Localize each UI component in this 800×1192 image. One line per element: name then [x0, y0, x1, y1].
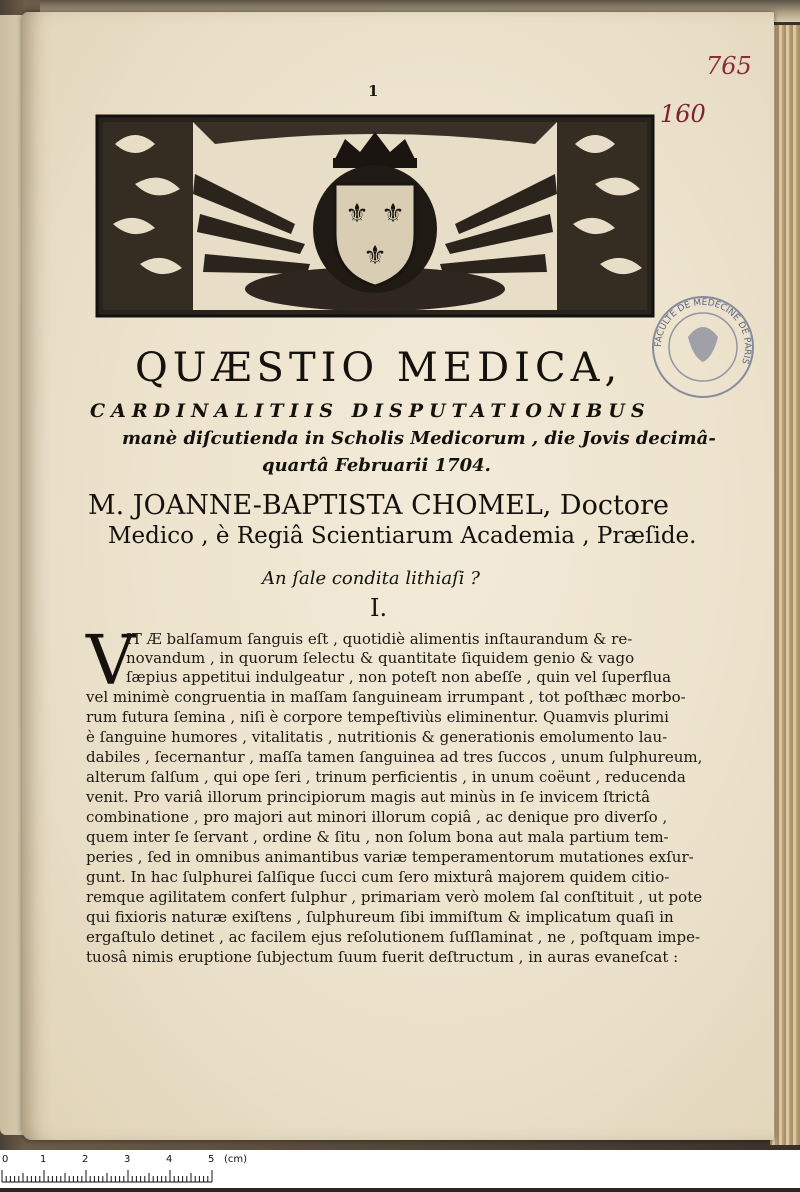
ruler-unit: (cm)	[224, 1154, 248, 1165]
body-line: peries , ſed in omnibus animantibus variæ temperamentorum mutationes exſur-	[86, 848, 694, 866]
library-stamp	[648, 292, 758, 402]
subtitle-line-2: manè diſcutienda in Scholis Medicorum , die Jovis decimâ-	[122, 428, 716, 449]
question-line: An ſale condita lithiaſi ?	[262, 568, 480, 589]
drop-cap: V	[86, 622, 136, 701]
svg-text:⚜: ⚜	[345, 199, 369, 229]
section-number: I.	[370, 594, 388, 622]
body-line: è ſanguine humores , vitalitatis , nutritionis & generationis emolumento lau-	[86, 728, 668, 746]
ruler-label: 3	[124, 1154, 131, 1165]
subtitle-line-3: quartâ Februarii 1704.	[262, 455, 491, 476]
right-page-stack	[770, 25, 800, 1145]
body-line: combinatione , pro majori aut minori illorum copiâ , ac denique pro diverſo ,	[86, 808, 668, 826]
body-line: qui fixioris naturæ exiſtens , ſulphureum ſibi immiſtum & implicatum quaſi in	[86, 908, 674, 926]
body-line: dabiles , ſecernantur , maſſa tamen ſanguinea ad tres ſuccos , unum ſulphureum,	[86, 748, 703, 766]
president-line-2: Medico , è Regiâ Scientiarum Academia , Præſide.	[108, 523, 697, 549]
royal-arms-headpiece	[95, 114, 655, 318]
handwritten-folio-mark-secondary: 160	[660, 100, 706, 128]
ruler-label: 5	[208, 1154, 215, 1165]
handwritten-folio-mark: 765	[706, 52, 752, 80]
body-line: tuosâ nimis eruptione ſubjectum ſuum fuerit deſtructum , in auras evaneſcat :	[86, 948, 679, 966]
document-title: QUÆSTIO MEDICA,	[135, 345, 623, 391]
stamp-text: FACULTE DE MEDECINE DE PARIS	[653, 297, 753, 366]
ruler-ticks	[0, 1150, 800, 1188]
body-line: gunt. In hac ſulphurei ſalſique ſucci cum ſero mixturâ majorem quidem citio-	[86, 868, 670, 886]
president-line-1: M. JOANNE-BAPTISTA CHOMEL, Doctore	[88, 490, 669, 521]
ruler-label: 1	[40, 1154, 47, 1165]
page-number: 1	[368, 82, 379, 100]
svg-text:⚜: ⚜	[381, 199, 405, 229]
body-line: ergaſtulo detinet , ac facilem ejus reſolutionem ſuſſlaminat , ne , poſtquam impe-	[86, 928, 701, 946]
body-line: novandum , in quorum ſelectu & quantitate ſiquidem genio & vago	[126, 649, 635, 667]
body-line: remque agilitatem confert ſulphur , primariam verò molem ſal conſtituit , ut pote	[86, 888, 703, 906]
body-line: quem inter ſe ſervant , ordine & ſitu , non ſolum bona aut mala partium tem-	[86, 828, 669, 846]
body-line: rum futura ſemina , niſi è corpore tempeſtiviùs eliminentur. Quamvis plurimi	[86, 708, 669, 726]
body-line: IT Æ balſamum ſanguis eſt , quotidiè alimentis inſtaurandum & re-	[126, 630, 633, 648]
scale-ruler	[0, 1150, 800, 1188]
subtitle-line-1: CARDINALITIIS DISPUTATIONIBUS	[90, 400, 651, 422]
ruler-label: 4	[166, 1154, 173, 1165]
body-line: alterum ſalſum , qui ope ſeri , trinum perficientis , in unum coëunt , reducenda	[86, 768, 686, 786]
body-line: ſæpius appetitui indulgeatur , non poteſt non abeſſe , quin vel ſuperflua	[126, 668, 672, 686]
svg-text:⚜: ⚜	[363, 241, 387, 271]
ruler-label: 0	[2, 1154, 9, 1165]
body-line: venit. Pro variâ illorum principiorum magis aut minùs in ſe invicem ſtrictâ	[86, 788, 651, 806]
ruler-label: 2	[82, 1154, 89, 1165]
body-line: vel minimè congruentia in maſſam ſanguineam irrumpant , tot poſthæc morbo-	[86, 688, 686, 706]
